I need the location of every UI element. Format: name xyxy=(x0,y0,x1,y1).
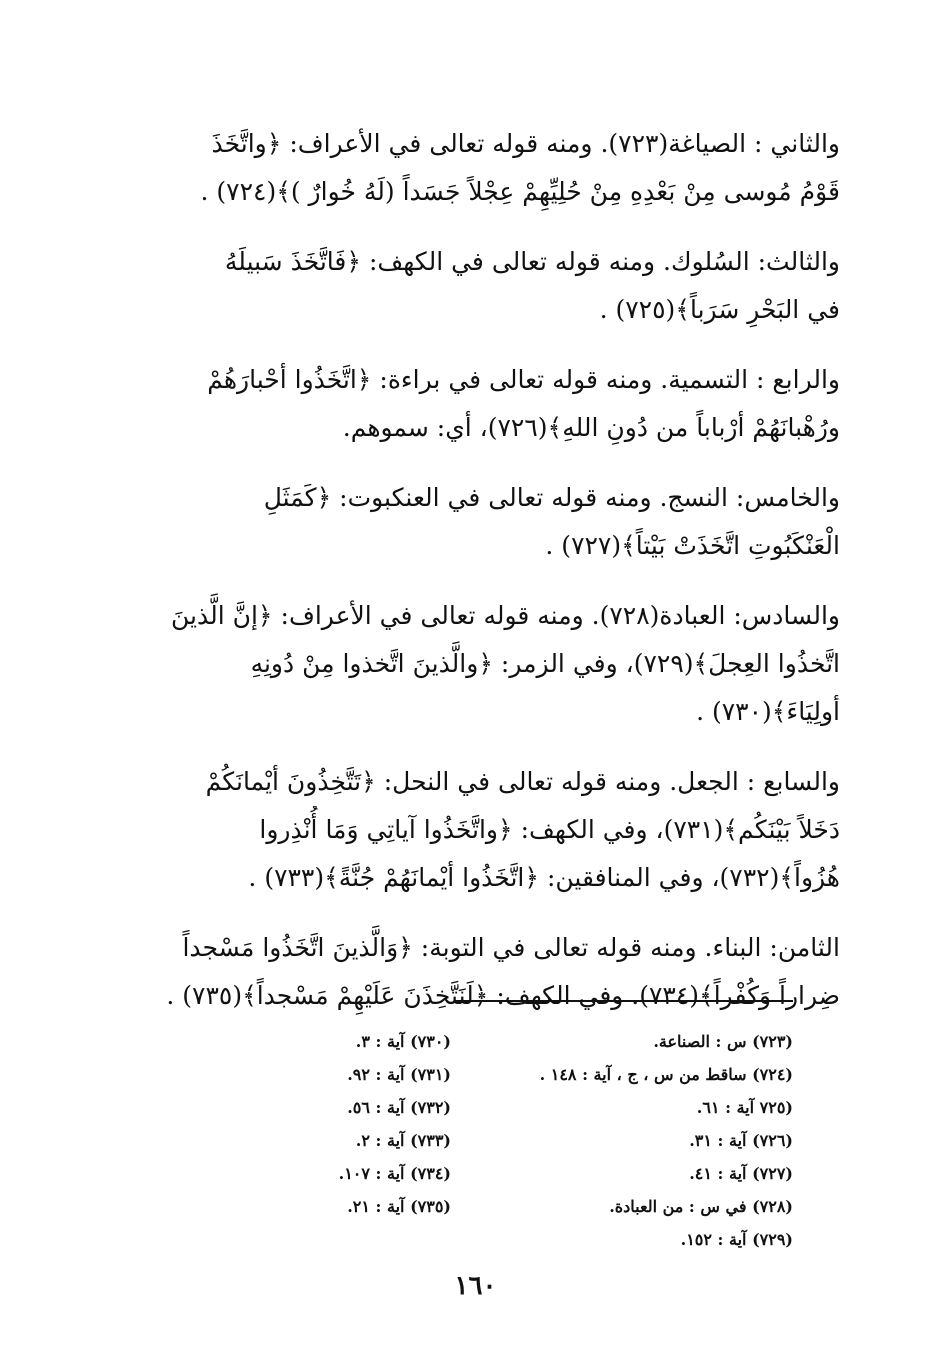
footnote: (٧٢٦) آية : ٣١. xyxy=(689,1131,793,1150)
text-line: ضِراراً وَكُفْراً﴾(٧٣٤). وفي الكهف: ﴿لَنَتَّخِذَنَ عَلَيْهِمْ مَسْجداً﴾(٧٣٥) . xyxy=(166,981,840,1010)
text-line: والسادس: العبادة(٧٢٨). ومنه قوله تعالى في الأعراف: ﴿إنَّ الَّذينَ xyxy=(171,601,840,630)
text-line: ورُهْبانَهُمْ أرْباباً من دُونِ اللهِ﴾(٧٢٦)، أي: سموهم. xyxy=(342,413,840,442)
paragraph-3 xyxy=(110,356,840,452)
text-line: اتَّخذُوا العِجلَ﴾(٧٢٩)، وفي الزمر: ﴿والَّذينَ اتَّخذوا مِنْ دُونِهِ xyxy=(250,649,840,678)
footnote: (٧٢٩) آية : ١٥٢. xyxy=(680,1230,793,1249)
paragraph-4 xyxy=(110,474,840,570)
footnote-separator xyxy=(455,1000,793,1002)
footnotes-right-column xyxy=(463,1025,793,1256)
footnote: (٧٢٤) ساقط من س ، ج ، آية : ١٤٨ . xyxy=(539,1065,793,1084)
text-line: الْعَنْكَبُوتِ اتَّخَذَتْ بَيْتاً﴾(٧٢٧) . xyxy=(545,531,840,560)
paragraph-1 xyxy=(110,120,840,216)
footnote: (٧٣٣) آية : ٢. xyxy=(355,1131,451,1150)
footnote: (٧٢٧) آية : ٤١. xyxy=(689,1164,793,1183)
paragraph-7 xyxy=(110,924,840,1020)
footnote: (٧٣١) آية : ٩٢. xyxy=(347,1065,451,1084)
footnote: (٧٣٥) آية : ٢١. xyxy=(347,1197,451,1216)
text-line: والرابع : التسمية. ومنه قوله تعالى في براءة: ﴿اتَّخَذُوا أحْبارَهُمْ xyxy=(207,365,840,394)
text-line: هُزُواً﴾(٧٣٢)، وفي المنافقين: ﴿اتَّخَذُوا أيْمانَهُمْ جُنَّةً﴾(٧٣٣) . xyxy=(248,863,840,892)
paragraph-2 xyxy=(110,238,840,334)
footnote: (٧٢٥ آية : ٦١. xyxy=(696,1098,793,1117)
footnote: (٧٢٨) في س : من العبادة. xyxy=(609,1197,793,1216)
text-line: والخامس: النسج. ومنه قوله تعالى في العنكبوت: ﴿كَمَثَلِ xyxy=(263,483,840,512)
text-line: دَخَلاً بَيْنَكُم﴾(٧٣١)، وفي الكهف: ﴿واتَّخَذُوا آياتِي وَمَا أُنْذِروا xyxy=(259,815,840,844)
footnote: (٧٢٣) س : الصناعة. xyxy=(653,1032,793,1051)
footnote: (٧٣٠) آية : ٣. xyxy=(355,1032,451,1051)
text-line: والسابع : الجعل. ومنه قوله تعالى في النحل: ﴿تَتَّخِذُونَ أيْمانَكُمْ xyxy=(205,767,840,796)
text-line: والثاني : الصياغة(٧٢٣). ومنه قوله تعالى في الأعراف: ﴿واتَّخَذَ xyxy=(211,129,840,158)
text-line: والثالث: السُلوك. ومنه قوله تعالى في الكهف: ﴿فَاتَّخَذَ سَبيلَهُ xyxy=(224,247,840,276)
paragraph-6 xyxy=(110,758,840,902)
footnote: (٧٣٤) آية : ١٠٧. xyxy=(338,1164,451,1183)
main-text xyxy=(110,120,840,1042)
footnotes-left-column xyxy=(251,1025,451,1223)
footnote: (٧٣٢) آية : ٥٦. xyxy=(347,1098,451,1117)
text-line: أولِيَاءَ﴾(٧٣٠) . xyxy=(696,697,840,726)
page-number: ١٦٠ xyxy=(454,1271,497,1301)
text-line: قَوْمُ مُوسى مِنْ بَعْدِهِ مِنْ حُلِيِّهِمْ عِجْلاً جَسَداً (لَهُ خُوارٌ )﴾(٧٢٤) . xyxy=(200,177,840,206)
paragraph-5 xyxy=(110,592,840,736)
text-line: في البَحْرِ سَرَباً﴾(٧٢٥) . xyxy=(599,295,840,324)
text-line: الثامن: البناء. ومنه قوله تعالى في التوبة: ﴿وَالَّذينَ اتَّخَذُوا مَسْجداً xyxy=(182,933,840,962)
